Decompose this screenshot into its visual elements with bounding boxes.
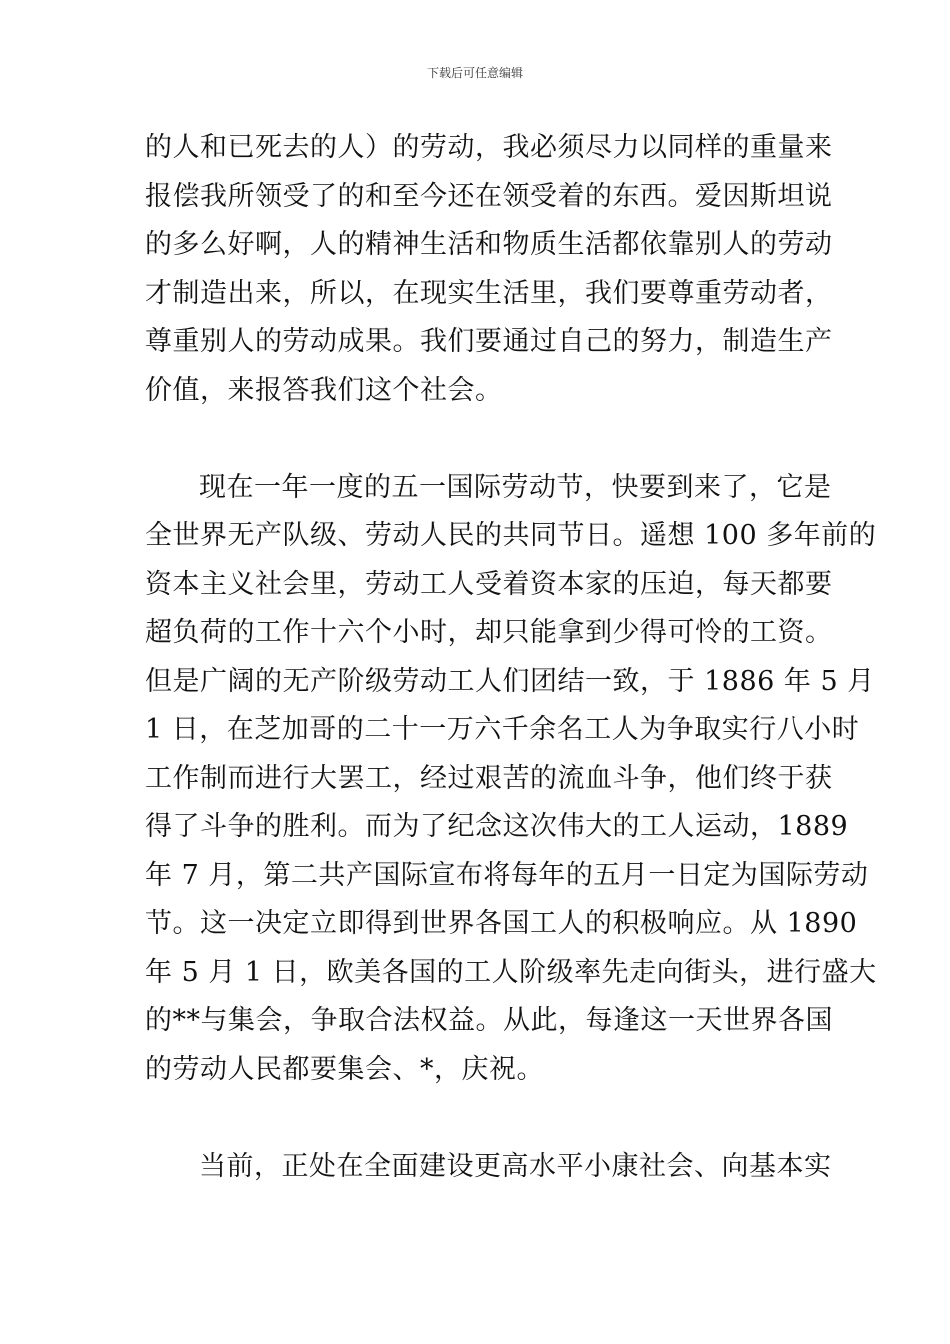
text-line: 的多么好啊，人的精神生活和物质生活都依靠别人的劳动 xyxy=(145,229,833,260)
text-line: 价值，来报答我们这个社会。 xyxy=(145,374,503,406)
paragraph xyxy=(145,464,877,1095)
document-body xyxy=(145,124,877,1191)
text-line: 得了斗争的胜利。而为了纪念这次伟大的工人运动，1889 xyxy=(145,811,849,842)
text-line: 的劳动人民都要集会、*，庆祝。 xyxy=(145,1053,544,1085)
text-line: 工作制而进行大罢工，经过艰苦的流血斗争，他们终于获 xyxy=(145,762,833,794)
text-line: 全世界无产队级、劳动人民的共同节日。遥想 100 多年前的 xyxy=(145,520,877,551)
text-line: 资本主义社会里，劳动工人受着资本家的压迫，每天都要 xyxy=(145,568,833,600)
text-line: 现在一年一度的五一国际劳动节，快要到来了，它是 xyxy=(199,471,832,503)
paragraph-gap xyxy=(145,1094,815,1143)
text-line: 但是广阔的无产阶级劳动工人们团结一致，于 1886 年 5 月 xyxy=(145,665,875,697)
text-line: 年 7 月，第二共产国际宣布将每年的五月一日定为国际劳动 xyxy=(145,859,869,891)
text-line: 才制造出来，所以，在现实生活里，我们要尊重劳动者， xyxy=(145,277,833,309)
text-line: 年 5 月 1 日，欧美各国的工人阶级率先走向街头，进行盛大 xyxy=(145,956,877,988)
text-line: 尊重别人的劳动成果。我们要通过自己的努力，制造生产 xyxy=(145,326,833,357)
text-line: 超负荷的工作十六个小时，却只能拿到少得可怜的工资。 xyxy=(145,617,833,648)
paragraph xyxy=(145,124,833,415)
text-line: 报偿我所领受了的和至今还在领受着的东西。爱因斯坦说 xyxy=(145,180,833,212)
text-line: 当前，正处在全面建设更高水平小康社会、向基本实 xyxy=(199,1150,832,1182)
paragraph xyxy=(145,1143,832,1192)
paragraph-gap xyxy=(145,415,815,464)
text-line: 1 日，在芝加哥的二十一万六千余名工人为争取实行八小时 xyxy=(145,714,860,745)
page-header: 下载后可任意编辑 xyxy=(426,66,523,80)
text-line: 的**与集会，争取合法权益。从此，每逢这一天世界各国 xyxy=(145,1005,833,1036)
text-line: 节。这一决定立即得到世界各国工人的积极响应。从 1890 xyxy=(145,908,858,939)
text-line: 的人和已死去的人）的劳动，我必须尽力以同样的重量来 xyxy=(145,132,833,163)
